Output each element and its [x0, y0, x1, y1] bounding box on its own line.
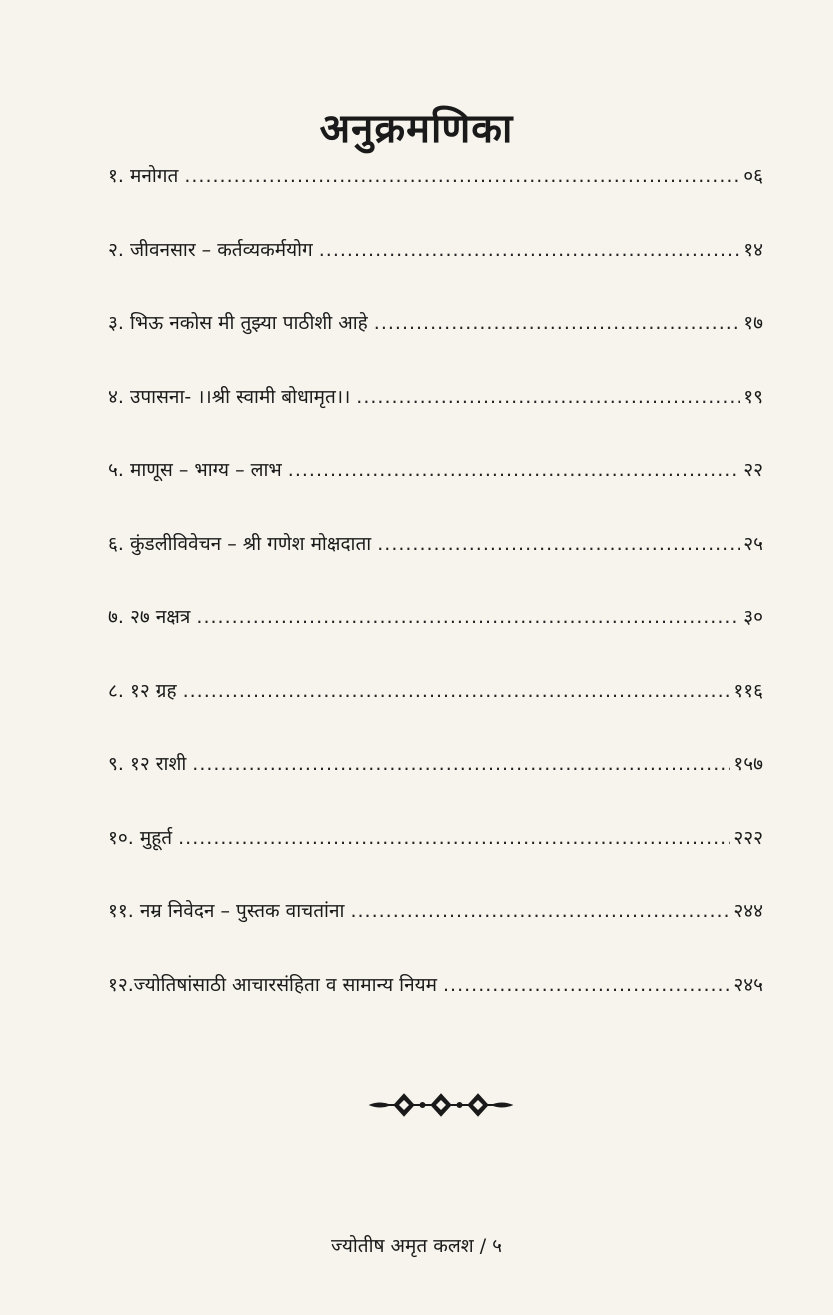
toc-entry-page: ११६ — [733, 679, 763, 702]
toc-entry-label: १. मनोगत — [108, 165, 179, 187]
page-footer: ज्योतीष अमृत कलश / ५ — [330, 1235, 503, 1257]
toc-entry-page: १७ — [743, 312, 763, 334]
toc-dot-leader — [356, 386, 740, 408]
toc-entry-page: २४४ — [733, 900, 763, 922]
toc-dot-leader — [288, 459, 740, 481]
diamond-flourish-icon — [368, 1088, 514, 1122]
toc-dot-leader — [178, 827, 730, 849]
toc-entry-page: ०६ — [743, 165, 763, 187]
toc-dot-leader — [374, 312, 740, 334]
toc-entry-label: ३. भिऊ नकोस मी तुझ्या पाठीशी आहे — [108, 312, 368, 334]
toc-dot-leader — [350, 900, 730, 922]
toc-entry-5 — [108, 456, 763, 530]
toc-entry-1 — [108, 162, 763, 236]
toc-dot-leader — [377, 533, 740, 555]
toc-entry-label: २. जीवनसार – कर्तव्यकर्मयोग — [108, 238, 313, 261]
toc-entry-11 — [108, 897, 763, 971]
toc-entry-label: ९. १२ राशी — [108, 753, 187, 775]
toc-entry-page: २५ — [743, 532, 763, 555]
toc-entry-label: ८. १२ ग्रह — [108, 679, 177, 702]
toc-entry-4 — [108, 383, 763, 457]
toc-dot-leader — [319, 239, 740, 261]
toc-entry-label: १२.ज्योतिषांसाठी आचारसंहिता व सामान्य नियम — [108, 973, 438, 996]
toc-entry-page: १९ — [743, 385, 763, 408]
toc-entry-6 — [108, 530, 763, 604]
toc-dot-leader — [192, 753, 730, 775]
toc-entry-10 — [108, 824, 763, 898]
toc-entry-page: १५७ — [733, 753, 763, 775]
toc-entry-page: २४५ — [733, 973, 763, 996]
toc-entry-7 — [108, 603, 763, 677]
toc-entry-label: ११. नम्र निवेदन – पुस्तक वाचतांना — [108, 900, 345, 922]
toc-entry-2 — [108, 236, 763, 310]
toc-entry-12 — [108, 971, 763, 1045]
table-of-contents — [108, 162, 763, 1044]
toc-entry-page: २२ — [743, 459, 763, 481]
toc-entry-8 — [108, 677, 763, 751]
toc-entry-label: ६. कुंडलीविवेचन – श्री गणेश मोक्षदाता — [108, 532, 372, 555]
toc-dot-leader — [443, 974, 730, 996]
toc-entry-label: ७. २७ नक्षत्र — [108, 606, 191, 628]
toc-entry-label: ५. माणूस – भाग्य – लाभ — [108, 459, 282, 481]
toc-entry-3 — [108, 309, 763, 383]
toc-entry-9 — [108, 750, 763, 824]
page-title: अनुक्रमणिका — [319, 105, 514, 152]
toc-dot-leader — [196, 606, 740, 628]
toc-entry-page: २२२ — [733, 826, 763, 849]
toc-entry-page: ३० — [743, 606, 763, 628]
toc-dot-leader — [184, 165, 740, 187]
toc-entry-label: ४. उपासना- ।।श्री स्वामी बोधामृत।। — [108, 385, 351, 408]
toc-entry-label: १०. मुहूर्त — [108, 826, 173, 849]
toc-dot-leader — [183, 680, 731, 702]
toc-entry-page: १४ — [743, 238, 763, 261]
